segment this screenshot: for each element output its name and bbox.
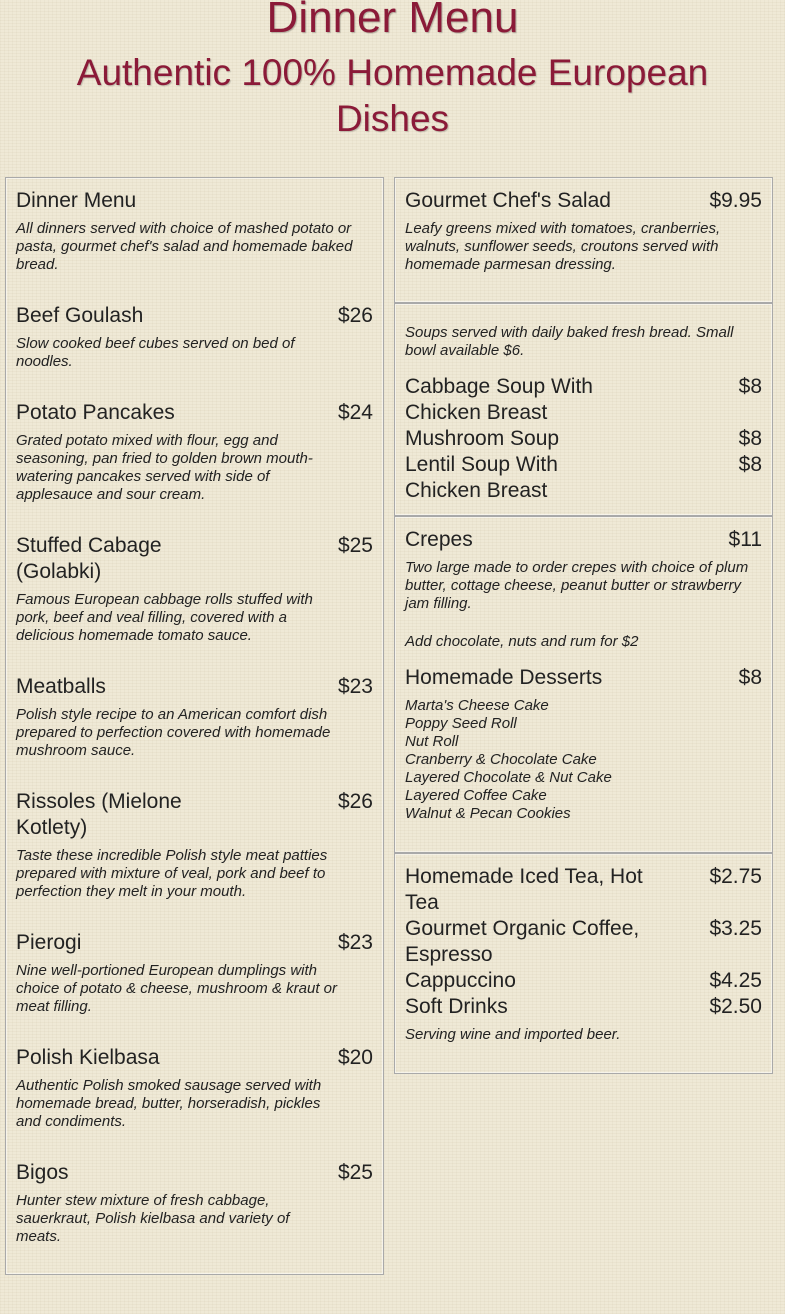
dessert-list-item: Nut Roll [405, 733, 459, 750]
menu-item-description: Famous European cabbage rolls stuffed with pork, beef and veal filling, covered with a delicious homemade tomato sauce. [16, 591, 313, 644]
dessert-list-item: Layered Chocolate & Nut Cake [405, 769, 612, 786]
soup-price: $8 [738, 427, 762, 450]
dessert-list-item: Layered Coffee Cake [405, 787, 547, 804]
soups-panel [394, 303, 773, 516]
menu-item-name: Meatballs [16, 675, 106, 698]
menu-item-price: $20 [337, 1046, 373, 1069]
drinks-panel [394, 853, 773, 1074]
crepes-description: Two large made to order crepes with choice of plum butter, cottage cheese, peanut butter or strawberry jam filling. [405, 559, 749, 612]
soup-name: Lentil Soup With Chicken Breast [405, 453, 558, 502]
drink-name: Cappuccino [405, 969, 516, 992]
soup-item [405, 452, 762, 504]
menu-item-bigos [16, 1160, 373, 1246]
menu-item-description: Polish style recipe to an American comfort dish prepared to perfection covered with homemade mushroom sauce. [16, 706, 331, 759]
menu-item-name: Beef Goulash [16, 304, 144, 327]
dinner-menu-panel [5, 177, 384, 1275]
salad-description: Leafy greens mixed with tomatoes, cranberries, walnuts, sunflower seeds, croutons served with homemade parmesan dressing. [405, 220, 721, 273]
homemade-desserts-name: Homemade Desserts [405, 666, 603, 689]
menu-item-description: Grated potato mixed with flour, egg and seasoning, pan fried to golden brown mouth-watering pancakes served with side of applesauce and sour cream. [16, 432, 313, 503]
menu-item-beef-goulash [16, 303, 373, 371]
drink-name: Gourmet Organic Coffee, Espresso [405, 917, 640, 966]
drink-name: Homemade Iced Tea, Hot Tea [405, 865, 643, 914]
menu-item-stuffed-cabage [16, 533, 373, 645]
menu-item-price: $23 [337, 931, 373, 954]
menu-item-description: Hunter stew mixture of fresh cabbage, sauerkraut, Polish kielbasa and variety of meats. [16, 1192, 290, 1245]
soup-price: $8 [738, 375, 762, 398]
dessert-list-item: Marta's Cheese Cake [405, 697, 549, 714]
soup-item [405, 374, 762, 426]
homemade-desserts-price: $8 [738, 666, 762, 689]
menu-item-name: Rissoles (Mielone Kotlety) [16, 790, 182, 839]
drink-price: $3.25 [709, 917, 762, 940]
drink-price: $2.75 [709, 865, 762, 888]
drink-item [405, 994, 762, 1020]
crepes-addon: Add chocolate, nuts and rum for $2 [405, 633, 639, 650]
menu-item-description: Slow cooked beef cubes served on bed of noodles. [16, 335, 295, 370]
drink-price: $2.50 [709, 995, 762, 1018]
menu-item-price: $23 [337, 675, 373, 698]
drink-item [405, 968, 762, 994]
menu-item-name: Polish Kielbasa [16, 1046, 160, 1069]
menu-item-description: Taste these incredible Polish style meat patties prepared with mixture of veal, pork and beef to perfection they melt in your mouth. [16, 847, 328, 900]
menu-item-description: Authentic Polish smoked sausage served with homemade bread, butter, horseradish, pickles and condiments. [16, 1077, 322, 1130]
drinks-note: Serving wine and imported beer. [405, 1026, 621, 1043]
menu-item-name: Potato Pancakes [16, 401, 175, 424]
menu-item-name: Bigos [16, 1161, 69, 1184]
soups-intro: Soups served with daily baked fresh bread. Small bowl available $6. [405, 324, 734, 359]
desserts-panel [394, 516, 773, 853]
menu-item-price: $26 [337, 304, 373, 327]
salad-price: $9.95 [709, 189, 762, 212]
soup-name: Cabbage Soup With Chicken Breast [405, 375, 593, 424]
drink-price: $4.25 [709, 969, 762, 992]
menu-item-potato-pancakes [16, 400, 373, 504]
menu-item-polish-kielbasa [16, 1045, 373, 1131]
dessert-list [405, 697, 762, 823]
salad-name: Gourmet Chef's Salad [405, 189, 611, 212]
menu-item-description: Nine well-portioned European dumplings with choice of potato & cheese, mushroom & kraut or meat filling. [16, 962, 337, 1015]
dessert-list-item: Poppy Seed Roll [405, 715, 517, 732]
dinner-menu-intro: All dinners served with choice of mashed potato or pasta, gourmet chef's salad and homemade baked bread. [16, 220, 353, 273]
crepes-price: $11 [728, 528, 762, 551]
soup-item [405, 426, 762, 452]
menu-item-price: $25 [337, 1161, 373, 1184]
dinner-menu-heading: Dinner Menu [16, 189, 137, 212]
page-title: Dinner Menu [266, 0, 519, 42]
menu-item-rissoles [16, 789, 373, 901]
soup-price: $8 [738, 453, 762, 476]
menu-item-meatballs [16, 674, 373, 760]
drink-item [405, 864, 762, 916]
menu-item-price: $24 [337, 401, 373, 424]
page-subtitle: Authentic 100% Homemade European Dishes [76, 52, 709, 139]
salad-panel [394, 177, 773, 303]
dessert-list-item: Walnut & Pecan Cookies [405, 805, 571, 822]
soup-name: Mushroom Soup [405, 427, 560, 450]
drink-name: Soft Drinks [405, 995, 508, 1018]
menu-item-pierogi [16, 930, 373, 1016]
menu-item-name: Pierogi [16, 931, 82, 954]
menu-item-name: Stuffed Cabage (Golabki) [16, 534, 162, 583]
crepes-name: Crepes [405, 528, 473, 551]
drink-item [405, 916, 762, 968]
menu-item-price: $26 [337, 790, 373, 813]
dessert-list-item: Cranberry & Chocolate Cake [405, 751, 597, 768]
menu-item-price: $25 [337, 534, 373, 557]
